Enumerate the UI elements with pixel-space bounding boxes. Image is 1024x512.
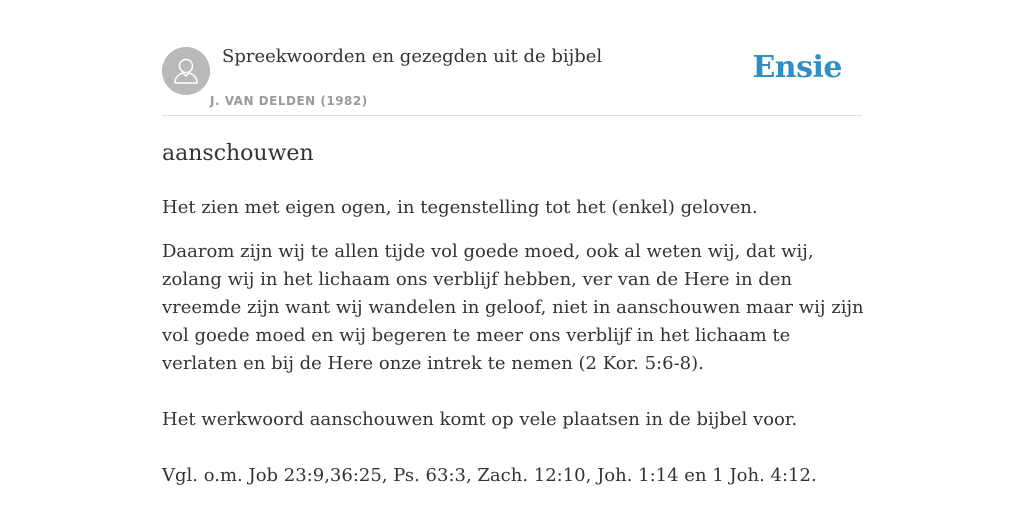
entry-content [162,138,864,490]
source-author: J. VAN DELDEN (1982) [210,94,368,108]
entry-quote: Daarom zijn wij te allen tijde vol goede moed, ook al weten wij, dat wij, zolang wij in het lichaam ons verblijf hebben, ver van de Here in den vreemde zijn want wij wandelen in geloof, niet in aanschouwen maar wij zijn vol goede moed en wij begeren te meer ons verblijf in het lichaam te verlaten en bij de Here onze intrek te nemen (2 Kor. 5:6-8). [162,241,864,374]
user-silhouette-icon [162,47,210,95]
entry-references: Vgl. o.m. Job 23:9,36:25, Ps. 63:3, Zach. 12:10, Joh. 1:14 en 1 Joh. 4:12. [162,465,817,486]
entry-definition: Het zien met eigen ogen, in tegenstelling tot het (enkel) geloven. [162,197,758,218]
entry-note: Het werkwoord aanschouwen komt op vele plaatsen in de bijbel voor. [162,409,798,430]
source-title-link[interactable]: Spreekwoorden en gezegden uit de bijbel [222,46,603,67]
entry-headword: aanschouwen [162,141,314,166]
brand-logo-link[interactable]: Ensie [752,50,842,85]
source-header [162,44,862,116]
